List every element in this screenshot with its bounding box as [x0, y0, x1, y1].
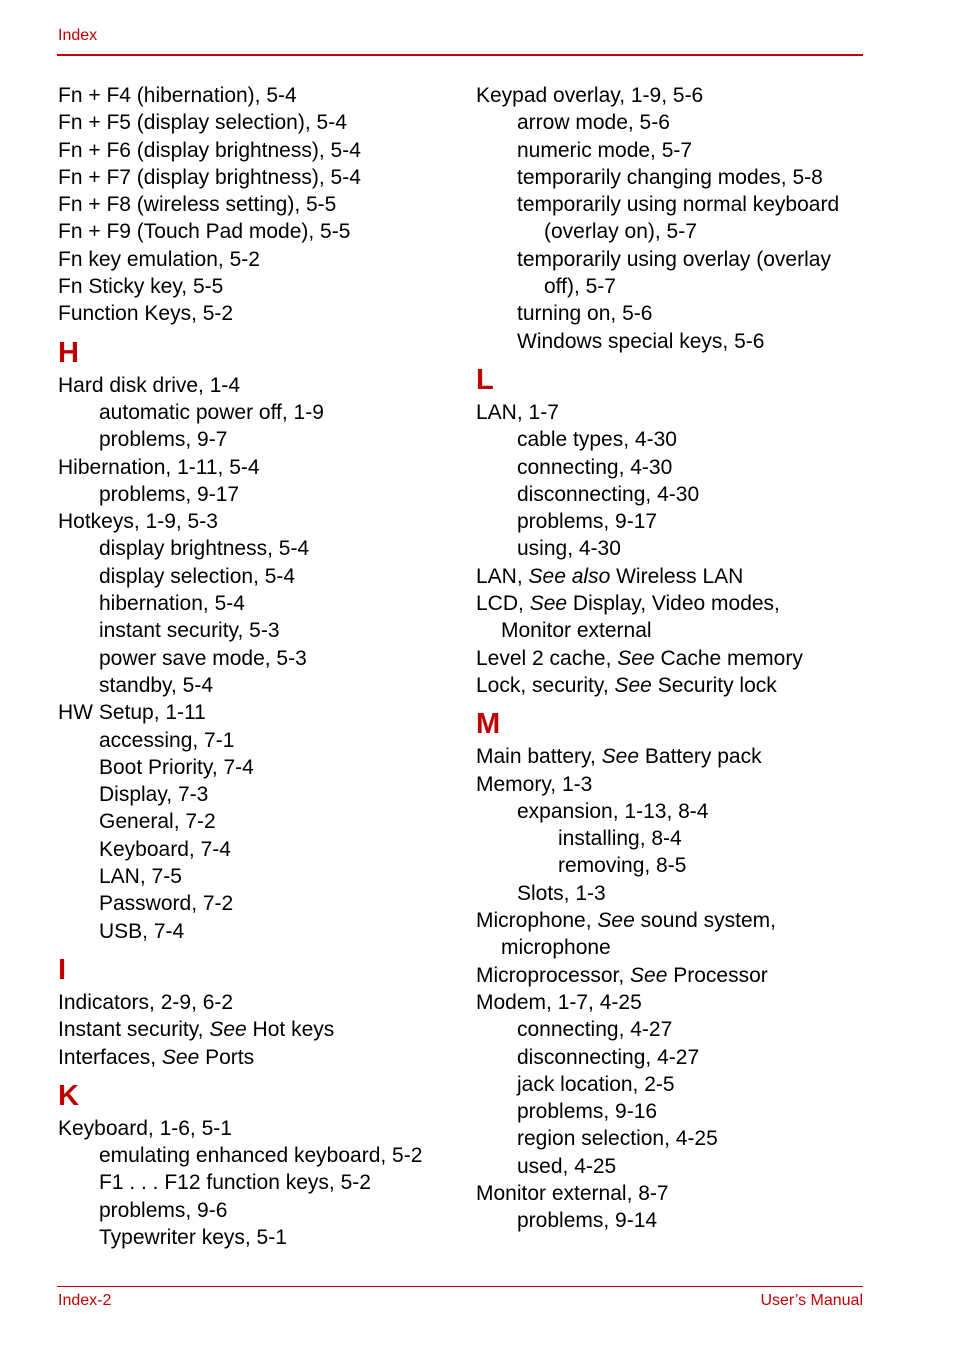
see-reference: See — [529, 592, 568, 616]
index-subentry: instant security, 5-3 — [99, 619, 280, 643]
index-entry: Fn + F4 (hibernation), 5-4 — [58, 84, 297, 107]
entry-text: LCD, — [476, 592, 530, 616]
entry-text: LAN, — [476, 564, 529, 588]
index-entry: Fn + F7 (display brightness), 5-4 — [58, 165, 361, 189]
section-letter-m: M — [476, 708, 501, 741]
index-column-left — [58, 82, 458, 1251]
section-letter-i: I — [58, 953, 67, 986]
index-entry — [476, 590, 871, 617]
see-reference: See — [630, 963, 668, 987]
entry-target: Security lock — [651, 673, 777, 697]
entry-target: Wireless LAN — [610, 564, 744, 588]
index-subentry: problems, 9-17 — [517, 510, 658, 534]
entry-target: Battery pack — [639, 745, 762, 769]
index-subentry-continuation: (overlay on), 5-7 — [544, 220, 697, 244]
index-subentry: Keyboard, 7-4 — [99, 837, 231, 861]
index-subentry: standby, 5-4 — [99, 673, 214, 697]
index-subentry: temporarily using normal keyboard — [517, 193, 840, 217]
index-subentry: problems, 9-17 — [99, 482, 240, 506]
index-entry — [476, 743, 871, 770]
entry-target: Cache memory — [654, 646, 803, 670]
entry-target: Processor — [667, 963, 768, 987]
header-rule — [57, 54, 863, 56]
index-subentry: Windows special keys, 5-6 — [517, 329, 765, 353]
index-entry: Keyboard, 1-6, 5-1 — [58, 1116, 232, 1140]
index-subentry: Slots, 1-3 — [517, 881, 606, 905]
index-entry: Fn Sticky key, 5-5 — [58, 275, 224, 299]
index-subentry: problems, 9-6 — [99, 1198, 228, 1222]
section-letter-k: K — [58, 1079, 79, 1112]
see-reference: See — [161, 1045, 200, 1069]
see-reference: See — [617, 646, 655, 670]
index-subentry: problems, 9-14 — [517, 1209, 658, 1233]
index-subentry: Display, 7-3 — [99, 783, 209, 807]
index-subentry: used, 4-25 — [517, 1154, 617, 1178]
index-subentry-continuation: off), 5-7 — [544, 275, 616, 299]
index-subentry: display brightness, 5-4 — [99, 537, 310, 561]
entry-text: Interfaces, — [58, 1045, 162, 1069]
index-subsubentry: removing, 8-5 — [558, 854, 687, 878]
index-subentry: temporarily changing modes, 5-8 — [517, 165, 823, 189]
index-entry: Indicators, 2-9, 6-2 — [58, 990, 234, 1014]
index-subentry: USB, 7-4 — [99, 919, 185, 943]
entry-text: Microphone, — [476, 909, 598, 933]
index-subentry: General, 7-2 — [99, 810, 216, 834]
index-subentry: disconnecting, 4-27 — [517, 1045, 700, 1069]
index-entry: Memory, 1-3 — [476, 772, 593, 796]
index-entry — [476, 563, 871, 590]
index-subentry: connecting, 4-27 — [517, 1018, 673, 1042]
entry-text: Microprocessor, — [476, 963, 631, 987]
index-subentry: hibernation, 5-4 — [99, 592, 245, 616]
index-subentry: temporarily using overlay (overlay — [517, 247, 831, 271]
entry-text: Instant security, — [58, 1018, 210, 1042]
index-subentry: numeric mode, 5-7 — [517, 138, 693, 162]
index-subentry: cable types, 4-30 — [517, 428, 677, 452]
index-entry: Fn + F5 (display selection), 5-4 — [58, 111, 347, 135]
index-entry: LAN, 1-7 — [476, 400, 559, 424]
index-subentry: problems, 9-16 — [517, 1100, 658, 1124]
index-entry: Hard disk drive, 1-4 — [58, 373, 241, 397]
section-letter-h: H — [58, 336, 79, 369]
index-subentry: turning on, 5-6 — [517, 302, 653, 326]
see-reference: See — [614, 673, 652, 697]
entry-target: Ports — [199, 1045, 255, 1069]
index-entry: Function Keys, 5-2 — [58, 302, 234, 326]
entry-text: Main battery, — [476, 745, 602, 769]
index-subentry: expansion, 1-13, 8-4 — [517, 799, 709, 823]
footer-rule — [57, 1286, 863, 1287]
index-subentry: problems, 9-7 — [99, 428, 228, 452]
index-entry: Modem, 1-7, 4-25 — [476, 990, 642, 1014]
index-subentry: Typewriter keys, 5-1 — [99, 1225, 287, 1249]
index-entry — [476, 962, 871, 989]
index-subentry: region selection, 4-25 — [517, 1127, 718, 1151]
index-entry: Monitor external, 8-7 — [476, 1181, 669, 1205]
index-subentry: disconnecting, 4-30 — [517, 482, 700, 506]
index-entry: Keypad overlay, 1-9, 5-6 — [476, 84, 704, 107]
index-subentry: display selection, 5-4 — [99, 564, 296, 588]
index-subentry: F1 . . . F12 function keys, 5-2 — [99, 1171, 371, 1195]
see-reference: See also — [528, 564, 611, 588]
index-subsubentry: installing, 8-4 — [558, 827, 682, 851]
index-entry — [476, 645, 871, 672]
index-subentry: emulating enhanced keyboard, 5-2 — [99, 1144, 423, 1168]
index-entry — [58, 1016, 458, 1043]
index-entry-continuation: microphone — [501, 936, 611, 960]
index-entry — [476, 907, 871, 934]
running-head: Index — [58, 27, 98, 44]
entry-text: Lock, security, — [476, 673, 615, 697]
index-subentry: LAN, 7-5 — [99, 865, 182, 889]
index-entry: HW Setup, 1-11 — [58, 701, 206, 725]
section-letter-l: L — [476, 363, 494, 396]
index-entry: Fn key emulation, 5-2 — [58, 247, 260, 271]
index-entry: Fn + F8 (wireless setting), 5-5 — [58, 193, 337, 217]
index-entry-continuation: Monitor external — [501, 619, 652, 643]
index-subentry: automatic power off, 1-9 — [99, 400, 324, 424]
entry-target: sound system, — [634, 909, 777, 933]
index-entry — [58, 1044, 458, 1071]
page-number: Index-2 — [58, 1292, 112, 1309]
index-entry: Fn + F9 (Touch Pad mode), 5-5 — [58, 220, 351, 244]
see-reference: See — [601, 745, 640, 769]
index-subentry: power save mode, 5-3 — [99, 646, 307, 670]
entry-target: Display, Video modes, — [567, 592, 780, 616]
see-reference: See — [209, 1018, 247, 1042]
index-column-right — [476, 82, 871, 1235]
index-subentry: using, 4-30 — [517, 537, 621, 561]
entry-text: Level 2 cache, — [476, 646, 618, 670]
index-subentry: jack location, 2-5 — [517, 1072, 675, 1096]
entry-target: Hot keys — [246, 1018, 335, 1042]
index-entry: Fn + F6 (display brightness), 5-4 — [58, 138, 361, 162]
index-subentry: arrow mode, 5-6 — [517, 111, 670, 135]
see-reference: See — [597, 909, 635, 933]
index-subentry: Boot Priority, 7-4 — [99, 755, 254, 779]
index-entry — [476, 672, 871, 699]
manual-title: User’s Manual — [760, 1292, 863, 1309]
index-subentry: accessing, 7-1 — [99, 728, 235, 752]
index-subentry: connecting, 4-30 — [517, 455, 673, 479]
index-entry: Hibernation, 1-11, 5-4 — [58, 455, 260, 479]
index-subentry: Password, 7-2 — [99, 892, 234, 916]
index-entry: Hotkeys, 1-9, 5-3 — [58, 510, 218, 534]
